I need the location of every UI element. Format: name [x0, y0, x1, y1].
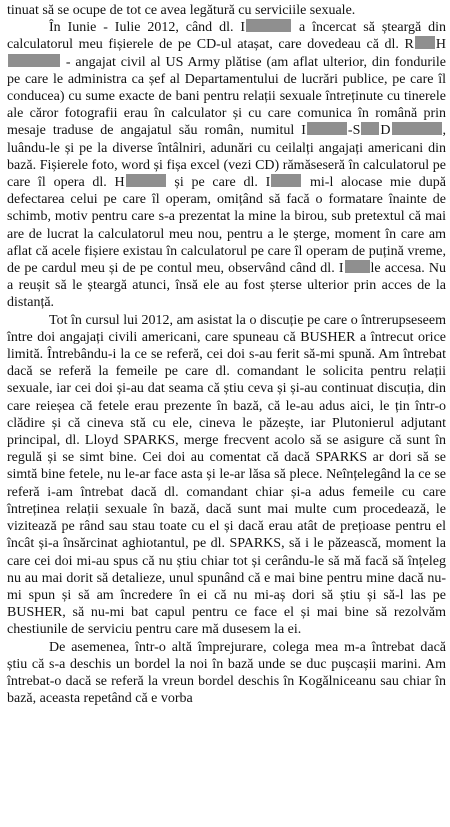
redaction-box: [307, 122, 347, 135]
paragraph-1: tinuat să se ocupe de tot ce avea legătură cu serviciile sexuale.: [7, 3, 356, 18]
redaction-box: [345, 260, 370, 273]
redaction-box: [415, 36, 435, 49]
redaction-box: [392, 122, 442, 135]
redaction-box: [8, 54, 60, 67]
paragraph-2: În Iunie - Iulie 2012, când dl. I a încercat să șteargă din calculatorul meu fișierele de pe CD-ul atașat, care dovedeau că dl. R H - angajat civil al US Army plătise (am aflat ulterior, din fondurile pe care le administra ca șef al Departamentului de lucrări publice, pe care îl conducea) cu sume exacte de bani pentru relații sexuale întreținute cu tinerele ale căror fotografii erau în calculator și cu care comunica în română prin mesaje traduse de angajatul său român, numitul I -S D , luându-le și pe la diverse întâlniri, adunări cu ceilalți angajați americani din bază. Fișierele foto, word și fișa excel (vezi CD) rămăseseră în calculatorul pe care îl opera dl. H și pe care dl. I mi-l alocase mie după defectarea celui pe care îl operam, omițând să facă o formatare înainte de schimb, motiv pentru care s-a prezentat la mine la birou, sub pretextul că mai are de lucrat la calculatorul meu nou, pentru a le șterge, moment în care am aflat că acele fișiere existau în calculatorul pe care îl operam de puțină vreme, de pe cardul meu și de pe contul meu, observând când dl. I le accesa. Nu a reușit să le șteargă atunci, însă ele au fost șterse ulterior prin acces de la distanță.: [7, 20, 447, 311]
redaction-box: [126, 174, 166, 187]
paragraph-4: De asemenea, într-o altă împrejurare, colega mea m-a întrebat dacă știu că s-a deschis un bordel la noi în bază unde se duc pușcașii marini. Am întrebat-o dacă se referă la vreun bordel deschis în Kogălniceanu sau chiar în bază, aceasta repetând că e vorba: [7, 639, 446, 707]
redaction-box: [271, 174, 301, 187]
redaction-box: [361, 122, 379, 135]
paragraph-3: Tot în cursul lui 2012, am asistat la o discuție pe care o întrerupseseem între doi angajați civili americani, care spuneau că BUSHER a întrecut orice limită. Întrebându-i la ce se referă, cei doi s-au ferit să-mi spună. Am întrebat dacă se referă la femeile pe care dl. comandant le solicita pentru relații sexuale, iar cei doi și-au dat seama că știu ceva și și-au continuat discuția, din care reieșea că fetele erau prezente în bază, că le-au adus aici, le țin într-o clădire și că cineva stă cu ele, cineva le păzește, iar Plutonierul adjutant principal, dl. Lloyd SPARKS, merge frecvent acolo să se asigure că sunt în regulă și se simt bine. Cei doi au comentat că dacă SPARKS ar dori să se simtă bine fetele, nu le-ar face asta și le-ar lăsa să plece. Neînțelegând la ce se referă i-am întrebat dacă dl. comandant chiar și-a adus femeile cu care întreținea relații sexuale în bază, dacă sunt mai multe cum procedează, le vizitează pe rând sau stau toate cu el și dacă erau atât de prețioase pentru el încât și-a însărcinat aghiotantul, pe dl. SPARKS, să i le păzească, moment la care cei doi mi-au spus că nu știu chiar tot și cerându-le să mă facă să înțeleg nu au mai dorit să detalieze, unul spunând că e mai bine pentru mine dacă nu-mi spun și să am încredere în ei că nu mi-aș dori să știu și să-l las pe BUSHER, să nu-mi bat capul pentru ce face el și mai bine să rezolvăm chestiunile de serviciu pentru care mă dusesem la ei.: [7, 312, 446, 638]
redaction-box: [246, 19, 291, 32]
